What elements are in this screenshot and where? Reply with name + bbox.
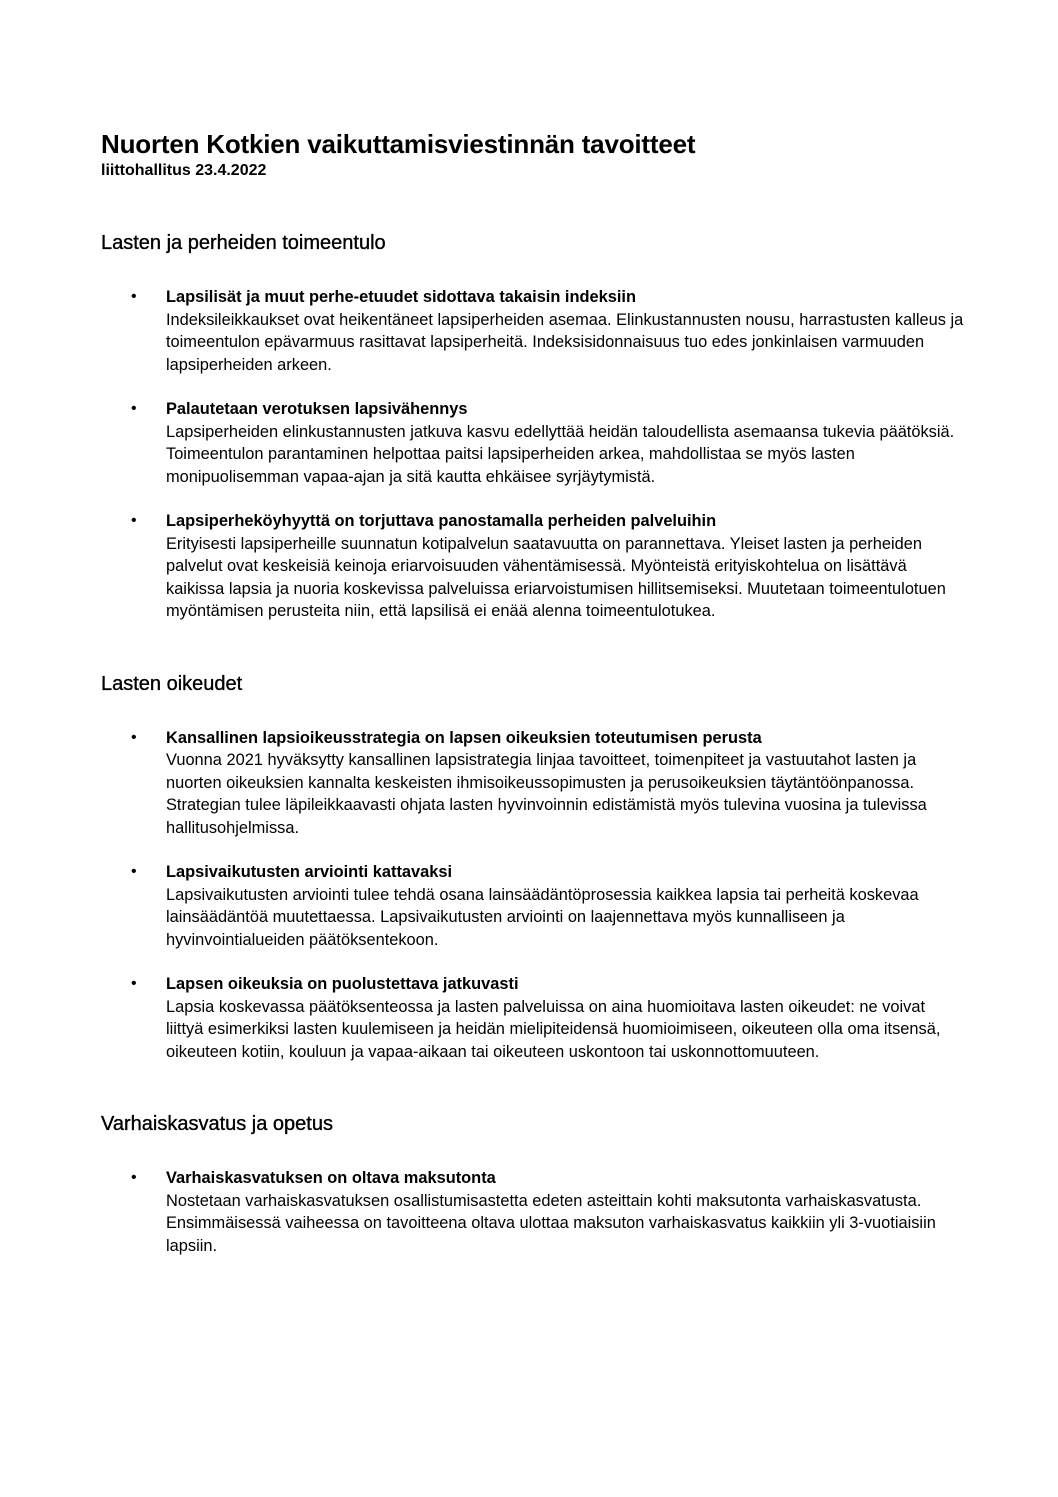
list-item [101,727,981,840]
section-varhaiskasvatus [101,1111,981,1257]
bullet-icon: • [131,400,137,417]
item-heading: Lapsen oikeuksia on puolustettava jatkuvasti [166,975,519,993]
item-heading: Lapsivaikutusten arviointi kattavaksi [166,863,453,881]
list-item [101,286,981,376]
item-heading: Kansallinen lapsioikeusstrategia on lapsen oikeuksien toteutumisen perusta [166,728,762,747]
item-heading: Lapsiperheköyhyyttä on torjuttava panostamalla perheiden palveluihin [166,512,717,530]
item-text: Lapsivaikutusten arviointi tulee tehdä osana lainsäädäntöprosessia kaikkea lapsia tai perheitä koskevaa lainsäädäntöä muutettaessa. Lapsivaikutusten arviointi on laajennettava myös kunnalliseen ja hyvinvointialueiden päätöksentekoon. [166,885,919,949]
list-item [101,973,981,1063]
list-item [101,861,981,951]
document-content [101,128,981,1257]
item-text: Nostetaan varhaiskasvatuksen osallistumisastetta edeten asteittain kohti maksutonta varhaiskasvatusta. Ensimmäisessä vaiheessa on tavoitteena oltava ulottaa maksuton varhaiskasvatus kaikkiin yli 3-vuotiaisiin lapsiin. [166,1191,936,1255]
list-item [101,510,981,623]
section-toimeentulo [101,230,981,623]
item-heading: Palautetaan verotuksen lapsivähennys [166,400,468,418]
item-text: Erityisesti lapsiperheille suunnatun kotipalvelun saatavuutta on parannettava. Yleiset lasten ja perheiden palvelut ovat keskeisiä keinoja eriarvoisuuden vähentämisessä. Myönteistä erityiskohtelua on lisättävä kaikissa lapsia ja nuoria koskevissa palveluissa eriarvoistumisen hillitsemiseksi. Muutetaan toimeentulotuen myöntämisen perusteita niin, että lapsilisä ei enää alenna toimeentulotukea. [166,534,946,620]
item-text: Lapsia koskevassa päätöksenteossa ja lasten palveluissa on aina huomioitava lasten oikeudet: ne voivat liittyä esimerkiksi lasten kuulemiseen ja heidän mielipiteidensä huomioimiseen, oikeuteen olla oma itsensä, oikeuteen kotiin, kouluun ja vapaa-aikaan tai oikeuteen uskontoon tai uskonnottomuuteen. [166,997,941,1061]
bullet-icon: • [131,512,137,529]
bullet-icon: • [131,863,137,880]
document-title: Nuorten Kotkien vaikuttamisviestinnän tavoitteet [101,129,696,159]
item-text: Vuonna 2021 hyväksytty kansallinen lapsistrategia linjaa tavoitteet, toimenpiteet ja vastuutahot lasten ja nuorten oikeuksien kannalta keskeisten ihmisoikeussopimusten ja perusoikeuksien täytäntöönpanossa. Strategian tulee läpileikkaavasti ohjata lasten hyvinvoinnin edistämistä myös tulevina vuosina ja tulevissa hallitusohjelmissa. [166,751,927,837]
section-heading: Varhaiskasvatus ja opetus [101,1113,333,1135]
section-lasten-oikeudet [101,671,981,1064]
bullet-icon: • [131,288,137,305]
section-heading: Lasten oikeudet [101,672,243,695]
bullet-icon: • [131,728,137,746]
bullet-icon: • [131,975,137,992]
bullet-list [101,286,981,623]
list-item [101,398,981,488]
document-subtitle: liittohallitus 23.4.2022 [101,162,267,179]
item-text: Lapsiperheiden elinkustannusten jatkuva kasvu edellyttää heidän taloudellista asemaansa tukevia päätöksiä. Toimeentulon parantaminen helpottaa paitsi lapsiperheiden arkea, mahdollistaa se myös lasten monipuolisemman vapaa-ajan ja sitä kautta ehkäisee syrjäytymistä. [166,422,955,486]
bullet-list [101,1167,981,1257]
bullet-icon: • [131,1169,137,1186]
item-text: Indeksileikkaukset ovat heikentäneet lapsiperheiden asemaa. Elinkustannusten nousu, harrastusten kalleus ja toimeentulon epävarmuus rasittavat lapsiperheitä. Indeksisidonnaisuus tuo edes jonkinlaisen varmuuden lapsiperheiden arkeen. [166,310,964,374]
list-item [101,1167,981,1257]
item-heading: Lapsilisät ja muut perhe-etuudet sidottava takaisin indeksiin [166,288,636,306]
item-heading: Varhaiskasvatuksen on oltava maksutonta [166,1169,496,1187]
bullet-list [101,727,981,1064]
section-heading: Lasten ja perheiden toimeentulo [101,232,386,254]
